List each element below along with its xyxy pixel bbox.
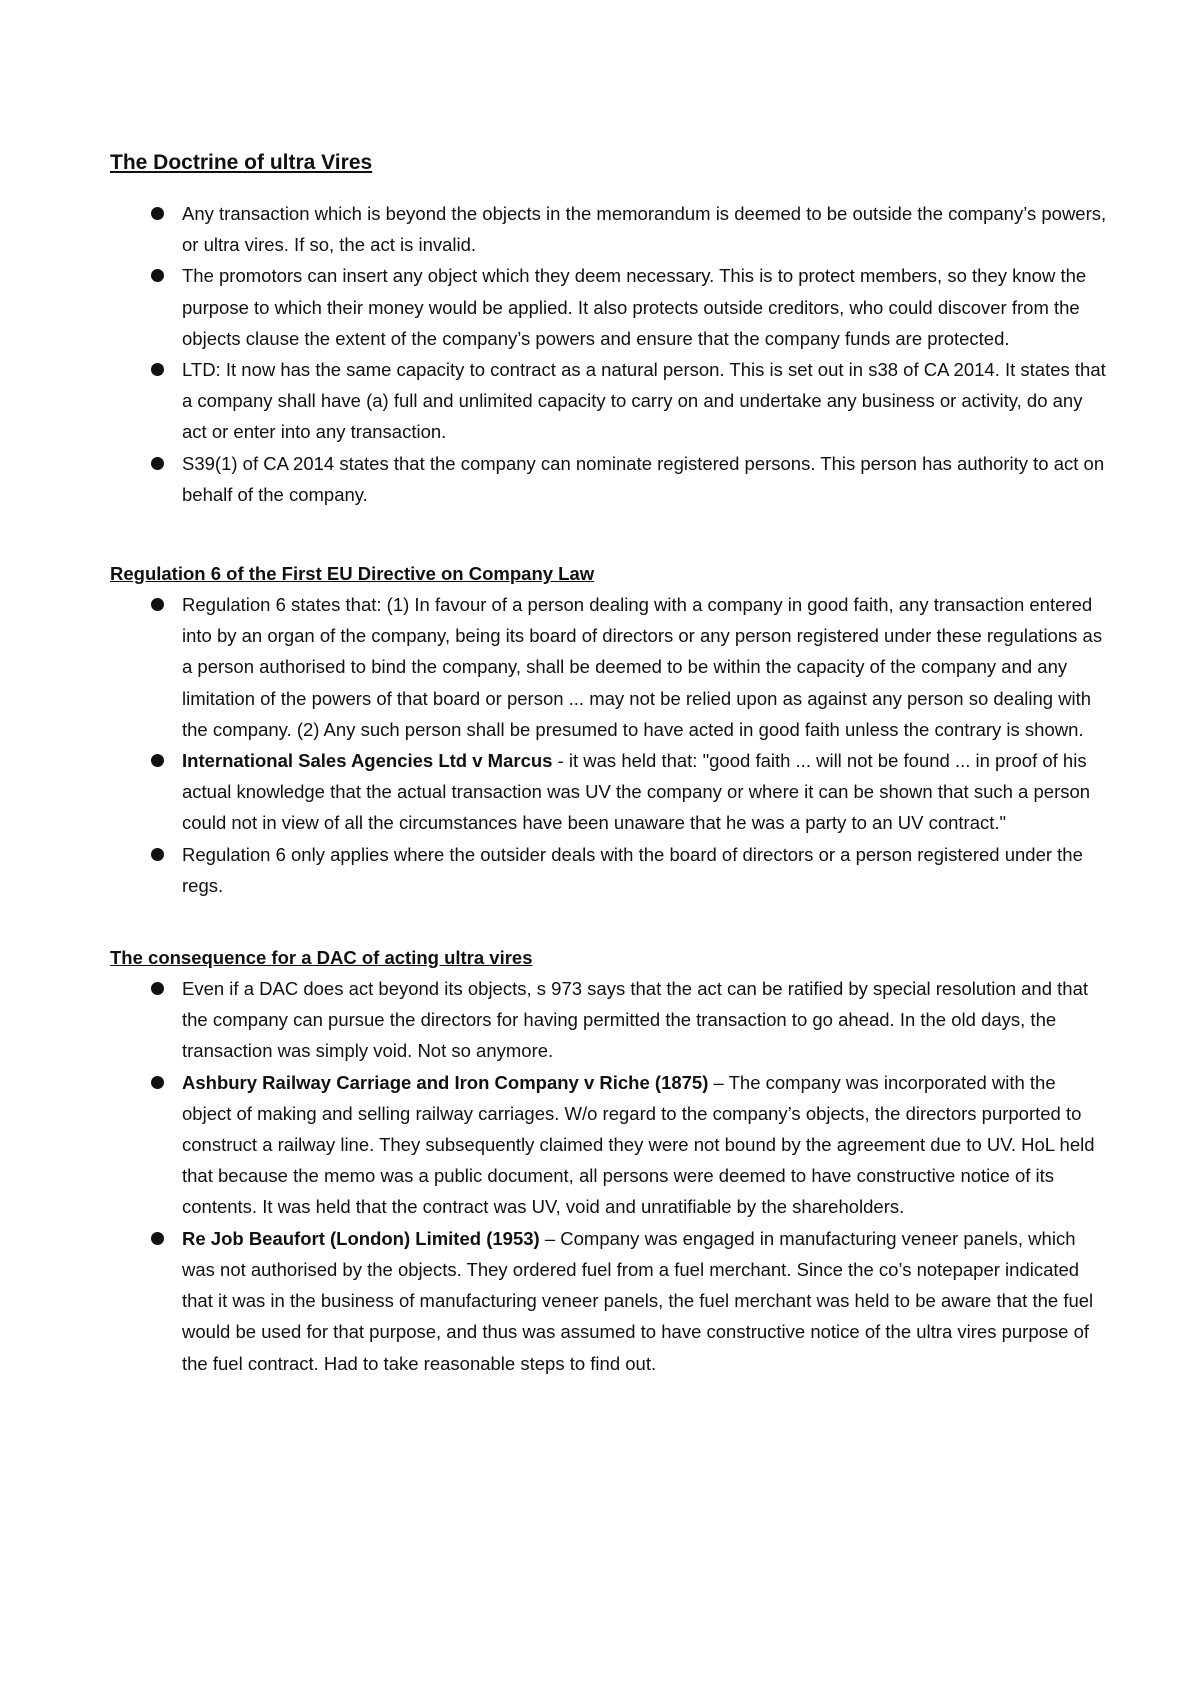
bullet-icon [151, 848, 164, 861]
bullet-icon [151, 598, 164, 611]
bullet-text: - it was held that: "good faith ... will not be found ... in proof of his actual knowledge that the actual transaction was UV the company or where it can be shown that such a person could not in view of all the circumstances have been unaware that he was a party to an UV contract." [182, 750, 1091, 834]
regulation-bullet-list [110, 589, 1110, 901]
document-title: The Doctrine of ultra Vires [110, 151, 373, 174]
bullet-text: Any transaction which is beyond the objects in the memorandum is deemed to be outside the company’s powers, or ultra vires. If so, the act is invalid. [182, 203, 1107, 256]
list-item [110, 448, 1110, 510]
list-item [110, 1067, 1110, 1223]
bullet-text: The promotors can insert any object which they deem necessary. This is to protect members, so they know the purpose to which their money would be applied. It also protects outside creditors, who could discover from the objects clause the extent of the company’s powers and ensure that the company funds are protected. [182, 265, 1087, 349]
list-item [110, 589, 1110, 745]
list-item [110, 839, 1110, 901]
bullet-text: Regulation 6 states that: (1) In favour of a person dealing with a company in good faith, any transaction entered into by an organ of the company, being its board of directors or any person registered under these regulations as a person authorised to bind the company, shall be deemed to be within the capacity of the company and any limitation of the powers of that board or person ... may not be relied upon as against any person so dealing with the company. (2) Any such person shall be presumed to have acted in good faith unless the contrary is shown. [182, 594, 1103, 740]
intro-bullet-list [110, 198, 1110, 510]
bullet-text: Even if a DAC does act beyond its objects, s 973 says that the act can be ratified by special resolution and that the company can pursue the directors for having permitted the transaction to go ahead. In the old days, the transaction was simply void. Not so anymore. [182, 978, 1088, 1062]
case-name: Ashbury Railway Carriage and Iron Company v Riche (1875) [182, 1071, 709, 1093]
bullet-icon [151, 269, 164, 282]
bullet-icon [151, 982, 164, 995]
list-item [110, 198, 1110, 260]
regulation-section [110, 558, 1110, 901]
case-name: Re Job Beaufort (London) Limited (1953) [182, 1227, 540, 1249]
document-page [110, 150, 1110, 1420]
section-heading: Regulation 6 of the First EU Directive on Company Law [110, 563, 595, 585]
intro-section [110, 198, 1110, 510]
consequence-bullet-list [110, 973, 1110, 1379]
consequence-section [110, 942, 1110, 1379]
bullet-text: – Company was engaged in manufacturing veneer panels, which was not authorised by the objects. They ordered fuel from a fuel merchant. Since the co’s notepaper indicated that it was in the business of manufacturing veneer panels, the fuel merchant was held to be aware that the fuel would be used for that purpose, and thus was assumed to have constructive notice of the ultra vires purpose of the fuel contract. Had to take reasonable steps to find out. [182, 1227, 1094, 1374]
bullet-text: – The company was incorporated with the object of making and selling railway carriages. W/o regard to the company’s objects, the directors purported to construct a railway line. They subsequently claimed they were not bound by the agreement due to UV. HoL held that because the memo was a public document, all persons were deemed to have constructive notice of its contents. It was held that the contract was UV, void and unratifiable by the shareholders. [182, 1071, 1095, 1218]
bullet-text: LTD: It now has the same capacity to contract as a natural person. This is set out in s38 of CA 2014. It states that a company shall have (a) full and unlimited capacity to carry on and undertake any business or activity, do any act or enter into any transaction. [182, 359, 1106, 443]
list-item [110, 973, 1110, 1067]
case-name: International Sales Agencies Ltd v Marcus [182, 750, 553, 772]
bullet-icon [151, 1076, 164, 1089]
list-item [110, 354, 1110, 448]
list-item [110, 1223, 1110, 1379]
bullet-icon [151, 207, 164, 220]
bullet-icon [151, 1232, 164, 1245]
bullet-text: S39(1) of CA 2014 states that the company can nominate registered persons. This person has authority to act on behalf of the company. [182, 452, 1105, 505]
list-item [110, 745, 1110, 839]
bullet-icon [151, 457, 164, 470]
bullet-icon [151, 363, 164, 376]
section-heading: The consequence for a DAC of acting ultra vires [110, 947, 533, 969]
bullet-icon [151, 754, 164, 767]
list-item [110, 260, 1110, 354]
bullet-text: Regulation 6 only applies where the outsider deals with the board of directors or a person registered under the regs. [182, 843, 1083, 896]
